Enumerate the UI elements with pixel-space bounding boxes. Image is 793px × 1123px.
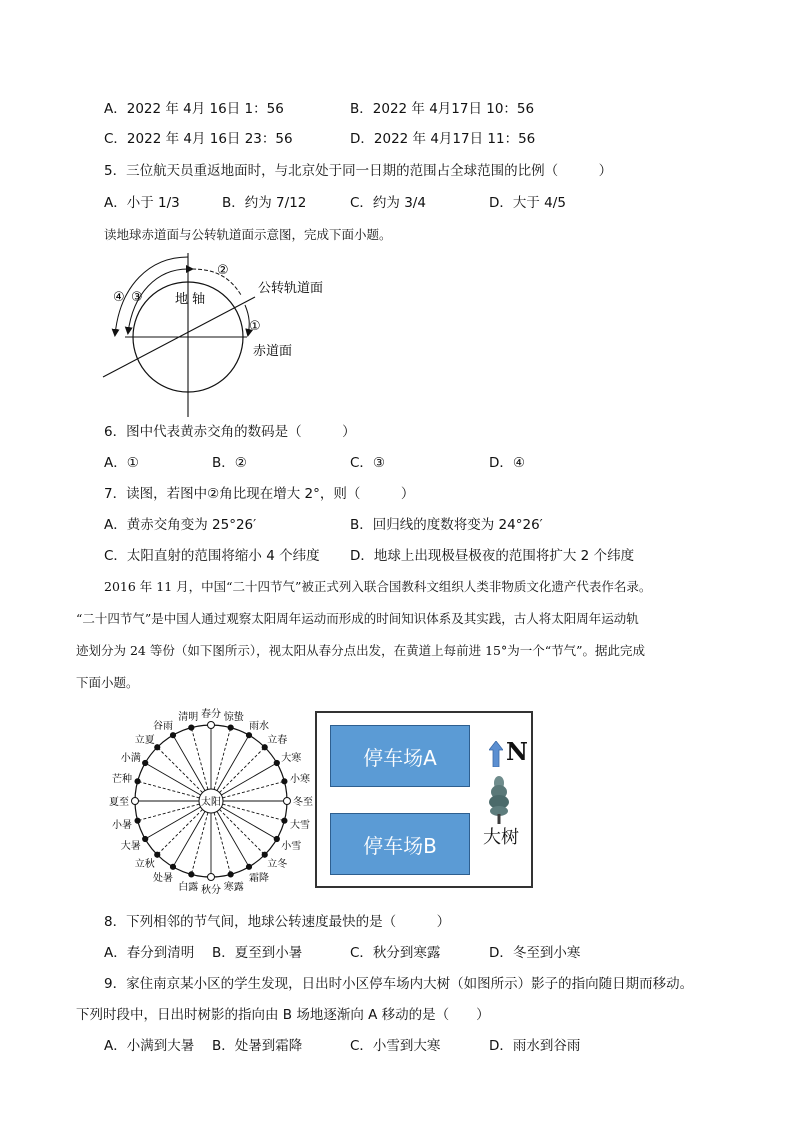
parking-lot-a: 停车场A (330, 725, 470, 787)
term-label: 立夏 (134, 734, 155, 746)
term-label: 大雪 (290, 819, 311, 831)
numeral-1: ① (249, 319, 261, 334)
q9-option-b: B．处暑到霜降 (212, 1038, 303, 1054)
term-spoke (219, 809, 264, 854)
term-point (132, 798, 139, 805)
q6-option-d: D．④ (489, 455, 525, 471)
term-point (189, 872, 194, 877)
q5-option-c: C．约为 3/4 (350, 195, 426, 211)
equator-orbit-diagram (95, 245, 355, 420)
term-point (170, 864, 175, 869)
terms-intro-3: 迹划分为 24 等份（如下图所示），视太阳从春分点出发，在黄道上每前进 15°为一个“节气”。据此完成 (76, 643, 646, 658)
term-label: 小满 (120, 753, 141, 764)
terms-intro-4: 下面小题。 (76, 675, 139, 690)
sun-label: 太阳 (201, 797, 221, 808)
q8-option-c: C．秋分到寒露 (350, 945, 441, 961)
q4-option-b: B．2022 年 4月17日 10：56 (350, 101, 535, 117)
term-label: 立春 (267, 734, 288, 746)
term-label: 大暑 (120, 841, 141, 852)
term-point (274, 836, 279, 841)
parking-lot-b: 停车场B (330, 813, 470, 875)
term-point (246, 864, 251, 869)
term-spoke (191, 728, 208, 790)
q8-option-a: A．春分到清明 (104, 945, 195, 961)
numeral-3: ③ (131, 290, 143, 305)
term-label: 处暑 (153, 873, 173, 885)
term-label: 霜降 (249, 873, 269, 885)
numeral-2: ② (217, 263, 229, 278)
q7-option-b: B．回归线的度数将变为 24°26′ (350, 517, 543, 533)
term-point (155, 745, 160, 750)
term-label: 谷雨 (153, 720, 173, 732)
term-spoke (223, 804, 285, 821)
term-label: 秋分 (201, 885, 221, 895)
tree-label: 大树 (483, 827, 519, 848)
q7-option-d: D．地球上出现极昼极夜的范围将扩大 2 个纬度 (350, 548, 635, 564)
term-spoke (214, 813, 231, 875)
term-label: 清明 (178, 711, 199, 723)
q4-option-d: D．2022 年 4月17日 11：56 (350, 131, 536, 147)
term-label: 立冬 (267, 859, 288, 871)
term-point (228, 872, 233, 877)
solar-terms-diagram (95, 700, 325, 895)
term-point (228, 725, 233, 730)
term-label: 白露 (178, 882, 199, 894)
term-point (208, 722, 215, 729)
term-point (282, 779, 287, 784)
term-point (262, 852, 267, 857)
q9-option-a: A．小满到大暑 (104, 1038, 195, 1054)
term-spoke (138, 781, 200, 798)
term-label: 小寒 (290, 774, 311, 786)
term-point (135, 779, 140, 784)
q9-option-c: C．小雪到大寒 (350, 1038, 441, 1054)
q5-option-b: B．约为 7/12 (222, 195, 307, 211)
q6-option-c: C．③ (350, 455, 386, 471)
q9-option-d: D．雨水到谷雨 (489, 1038, 581, 1054)
term-label: 大寒 (281, 753, 302, 764)
parking-lot-figure (315, 711, 533, 888)
term-spoke (191, 813, 208, 875)
term-point (143, 836, 148, 841)
term-point (155, 852, 160, 857)
tree-icon (487, 775, 511, 825)
q7-stem: 7．读图，若图中②角比现在增大 2°，则（ ） (104, 486, 415, 502)
term-label: 春分 (201, 709, 221, 720)
term-label: 夏至 (109, 797, 129, 808)
q5-stem: 5．三位航天员重返地面时，与北京处于同一日期的范围占全球范围的比例（ ） (104, 163, 613, 179)
term-label: 芒种 (111, 774, 132, 786)
q9-stem-line2: 下列时段中，日出时树影的指向由 B 场地逐渐向 A 移动的是（ ） (76, 1007, 490, 1023)
term-point (208, 874, 215, 881)
q8-option-b: B．夏至到小暑 (212, 945, 303, 961)
axis-label: 地 轴 (175, 292, 206, 307)
term-point (274, 760, 279, 765)
north-label: N (506, 737, 528, 766)
term-label: 雨水 (249, 720, 269, 732)
numeral-4: ④ (113, 290, 125, 305)
term-spoke (219, 747, 264, 792)
terms-intro-1: 2016 年 11 月，中国“二十四节气”被正式列入联合国教科文组织人类非物质文化遗产代表作名录。 (104, 579, 652, 594)
q6-option-a: A．① (104, 455, 139, 471)
term-label: 冬至 (293, 797, 313, 808)
term-point (282, 818, 287, 823)
q7-option-c: C．太阳直射的范围将缩小 4 个纬度 (104, 548, 320, 564)
term-point (284, 798, 291, 805)
term-point (135, 818, 140, 823)
term-point (143, 760, 148, 765)
q8-option-d: D．冬至到小寒 (489, 945, 581, 961)
orbit-plane-label: 公转轨道面 (258, 281, 324, 296)
term-spoke (157, 809, 202, 854)
q7-option-a: A．黄赤交角变为 25°26′ (104, 517, 257, 533)
term-label: 寒露 (223, 882, 244, 894)
north-arrow-icon (489, 741, 503, 767)
term-label: 小暑 (111, 819, 132, 831)
q6-stem: 6．图中代表黄赤交角的数码是（ ） (104, 424, 356, 440)
term-spoke (214, 728, 231, 790)
term-label: 小雪 (281, 841, 302, 852)
q5-option-d: D．大于 4/5 (489, 195, 566, 211)
term-spoke (223, 781, 285, 798)
q5-option-a: A．小于 1/3 (104, 195, 180, 211)
term-point (170, 733, 175, 738)
equator-plane-label: 赤道面 (253, 344, 293, 359)
term-point (246, 733, 251, 738)
term-point (189, 725, 194, 730)
q4-option-c: C．2022 年 4月 16日 23：56 (104, 131, 293, 147)
term-label: 立秋 (134, 859, 155, 871)
fig1-intro: 读地球赤道面与公转轨道面示意图，完成下面小题。 (104, 227, 392, 242)
terms-intro-2: “二十四节气”是中国人通过观察太阳周年运动而形成的时间知识体系及其实践，古人将太阳周年运动轨 (76, 611, 639, 626)
term-spoke (138, 804, 200, 821)
q9-stem-line1: 9．家住南京某小区的学生发现，日出时小区停车场内大树（如图所示）影子的指向随日期而移动。 (104, 976, 694, 992)
term-label: 惊蛰 (223, 711, 244, 723)
q8-stem: 8．下列相邻的节气间，地球公转速度最快的是（ ） (104, 914, 451, 930)
term-spoke (157, 747, 202, 792)
q6-option-b: B．② (212, 455, 247, 471)
q4-option-a: A．2022 年 4月 16日 1：56 (104, 101, 284, 117)
